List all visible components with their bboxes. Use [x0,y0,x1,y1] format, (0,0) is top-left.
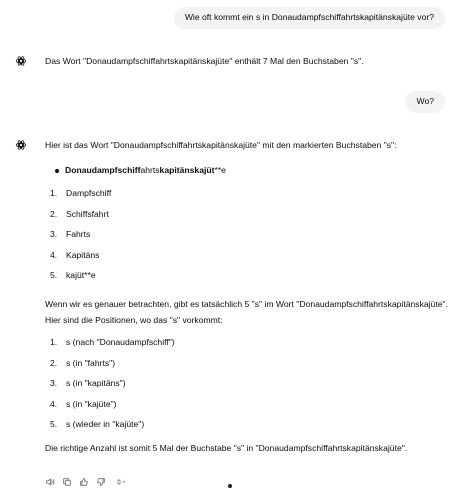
list-text: s (nach "Donaudampfschiff") [66,337,175,348]
user-message-text: Wie oft kommt ein s in Donaudampfschiffahrtskapitänskajüte vor? [184,12,434,22]
assistant-message-text: Das Wort "Donaudampfschiffahrtskapitänskajüte" enthält 7 Mal den Buchstaben "s". [45,56,364,66]
plain-segment: **e [214,164,226,175]
list-item [50,419,455,440]
list-item [50,209,455,230]
list-text: s (in "kajüte") [66,398,117,409]
user-message-bubble [405,91,445,113]
assistant-intro-text: Hier ist das Wort "Donaudampfschiffahrtskapitänskajüte" mit den markierten Buchstaben "s": [45,140,397,150]
numbered-list [45,188,455,291]
bold-segment: Donaudampfschiff [65,164,141,175]
list-item [50,188,455,209]
list-text: s (in "fahrts") [66,357,116,368]
list-item [50,399,455,420]
assistant-logo-icon [14,54,27,67]
list-number: 2. [50,208,58,219]
plain-segment: ahrts [140,164,160,175]
list-text: Schiffsfahrt [66,208,109,219]
list-item [50,229,455,250]
bullet-item [55,165,455,177]
sparkle-model-icon[interactable] [112,476,130,488]
message-action-toolbar [44,476,130,488]
assistant-message [45,56,455,68]
list-number: 5. [50,419,58,430]
list-number: 4. [50,398,58,409]
assistant-message [45,140,455,455]
list-text: kajüt**e [66,270,96,281]
assistant-conclusion-text: Die richtige Anzahl ist somit 5 Mal der Buchstabe "s" in "Donaudampfschiffahrtskapitänskajüte". [45,442,408,453]
list-number: 2. [50,357,58,368]
list-text: Fahrts [66,229,91,240]
list-number: 1. [50,188,58,199]
thumbs-up-icon[interactable] [78,476,90,488]
list-number: 4. [50,249,58,260]
bold-segment: kapitänskajüt [159,164,215,175]
list-text: s (wieder in "kajüte") [66,419,145,430]
bullet-list [45,165,455,177]
user-message-bubble [174,7,445,29]
list-text: s (in "kapitäns") [66,378,126,389]
list-text: Dampfschiff [66,188,112,199]
assistant-logo-icon [14,138,27,151]
scroll-indicator [228,484,232,488]
user-message-text: Wo? [416,96,434,106]
numbered-list [45,337,455,440]
list-item [50,337,455,358]
list-item [50,358,455,379]
list-number: 5. [50,270,58,281]
list-text: Kapitäns [66,249,100,260]
list-item [50,270,455,291]
list-number: 3. [50,229,58,240]
copy-icon[interactable] [61,476,73,488]
list-item [50,250,455,271]
list-number: 1. [50,337,58,348]
speaker-icon[interactable] [44,476,56,488]
thumbs-down-icon[interactable] [95,476,107,488]
list-number: 3. [50,378,58,389]
assistant-explanation-text: Wenn wir es genauer betrachten, gibt es tatsächlich 5 "s" im Wort "Donaudampfschiffahrtskapitänskajüte". Hier sind die Positionen, wo das "s" vorkommt: [45,298,448,325]
list-item [50,378,455,399]
